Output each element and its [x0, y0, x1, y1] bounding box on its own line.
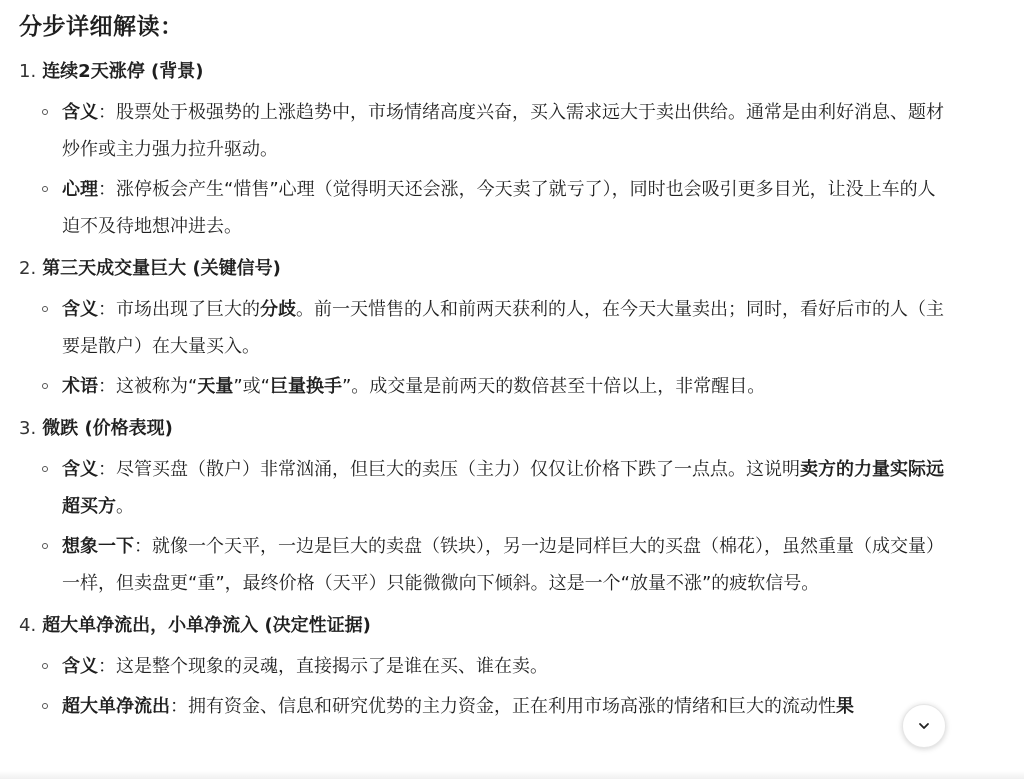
- section-item: [19, 255, 949, 405]
- emphasis-text: 果: [836, 696, 854, 717]
- bullet-item: [19, 648, 949, 685]
- body-text: 市场出现了巨大的: [116, 299, 260, 320]
- hollow-bullet-icon: [42, 543, 48, 549]
- hollow-bullet-icon: [42, 306, 48, 312]
- chevron-down-icon: [917, 719, 931, 733]
- section-title: [19, 415, 949, 443]
- response-content: [19, 10, 949, 728]
- bullet-separator: ：: [134, 536, 152, 557]
- body-text: 。: [116, 496, 134, 517]
- bullet-label: 术语: [62, 376, 98, 397]
- body-text: 尽管买盘（散户）非常汹涌，但巨大的卖压（主力）仅仅让价格下跌了一点点。这说明: [116, 459, 800, 480]
- section-number: 2.: [19, 258, 37, 279]
- bullet-label: 含义: [62, 299, 98, 320]
- bullet-label: 心理: [62, 179, 98, 200]
- bullet-separator: ：: [98, 102, 116, 123]
- bottom-fade: [0, 771, 1024, 779]
- bullet-separator: ：: [98, 299, 116, 320]
- bullet-item: [19, 451, 949, 525]
- bullet-separator: ：: [170, 696, 188, 717]
- section-list: [19, 58, 949, 725]
- hollow-bullet-icon: [42, 703, 48, 709]
- section-title-text: 超大单净流出，小单净流入 (决定性证据): [42, 615, 371, 636]
- page-title: 分步详细解读：: [19, 14, 184, 40]
- bullet-separator: ：: [98, 179, 116, 200]
- bullet-separator: ：: [98, 459, 116, 480]
- section-item: [19, 58, 949, 245]
- section-title-text: 第三天成交量巨大 (关键信号): [42, 258, 281, 279]
- section-title: [19, 58, 949, 86]
- bullet-item: [19, 528, 949, 602]
- hollow-bullet-icon: [42, 109, 48, 115]
- body-text: 股票处于极强势的上涨趋势中，市场情绪高度兴奋，买入需求远大于卖出供给。通常是由利好消息、题材炒作或主力强力拉升驱动。: [62, 102, 944, 160]
- body-text: 涨停板会产生“惜售”心理（觉得明天还会涨，今天卖了就亏了），同时也会吸引更多目光，让没上车的人迫不及待地想冲进去。: [62, 179, 936, 237]
- bullet-label: 想象一下: [62, 536, 134, 557]
- bullet-list: [19, 291, 949, 405]
- section-number: 1.: [19, 61, 37, 82]
- body-text: 。前一天惜售的人和前两天获利的人，在今天大量卖出；同时，看好后市的人（主要是散户）在大量买入。: [62, 299, 944, 357]
- body-text: ”。成交量是前两天的数倍甚至十倍以上，非常醒目。: [341, 376, 766, 397]
- bullet-item: [19, 688, 949, 725]
- bullet-label: 含义: [62, 102, 98, 123]
- section-title-text: 微跌 (价格表现): [42, 418, 173, 439]
- bullet-label: 超大单净流出: [62, 696, 170, 717]
- section-title-text: 连续2天涨停 (背景): [42, 61, 204, 82]
- section-number: 4.: [19, 615, 37, 636]
- bullet-item: [19, 171, 949, 245]
- section-item: [19, 612, 949, 725]
- bullet-separator: ：: [98, 376, 116, 397]
- section-title: [19, 612, 949, 640]
- bullet-list: [19, 94, 949, 245]
- bullet-label: 含义: [62, 656, 98, 677]
- emphasis-text: 天量: [197, 376, 234, 397]
- emphasis-text: 巨量换手: [269, 376, 342, 397]
- bullet-item: [19, 368, 949, 405]
- bullet-label: 含义: [62, 459, 98, 480]
- emphasis-text: 卖方的力量实际远超买方: [62, 459, 944, 517]
- body-text: 这被称为“: [116, 376, 198, 397]
- bullet-list: [19, 648, 949, 725]
- hollow-bullet-icon: [42, 383, 48, 389]
- bullet-list: [19, 451, 949, 602]
- emphasis-text: 分歧: [260, 299, 296, 320]
- body-text: 就像一个天平，一边是巨大的卖盘（铁块），另一边是同样巨大的买盘（棉花），虽然重量（成交量）一样，但卖盘更“重”，最终价格（天平）只能微微向下倾斜。这是一个“放量不涨”的疲软信号。: [62, 536, 944, 594]
- bullet-item: [19, 94, 949, 168]
- hollow-bullet-icon: [42, 186, 48, 192]
- hollow-bullet-icon: [42, 663, 48, 669]
- scroll-down-button[interactable]: [902, 704, 946, 748]
- section-number: 3.: [19, 418, 37, 439]
- section-item: [19, 415, 949, 602]
- body-text: 这是整个现象的灵魂，直接揭示了是谁在买、谁在卖。: [116, 656, 548, 677]
- bullet-separator: ：: [98, 656, 116, 677]
- section-title: [19, 255, 949, 283]
- body-text: ”或“: [233, 376, 270, 397]
- body-text: 拥有资金、信息和研究优势的主力资金，正在利用市场高涨的情绪和巨大的流动性: [188, 696, 836, 717]
- hollow-bullet-icon: [42, 466, 48, 472]
- bullet-item: [19, 291, 949, 365]
